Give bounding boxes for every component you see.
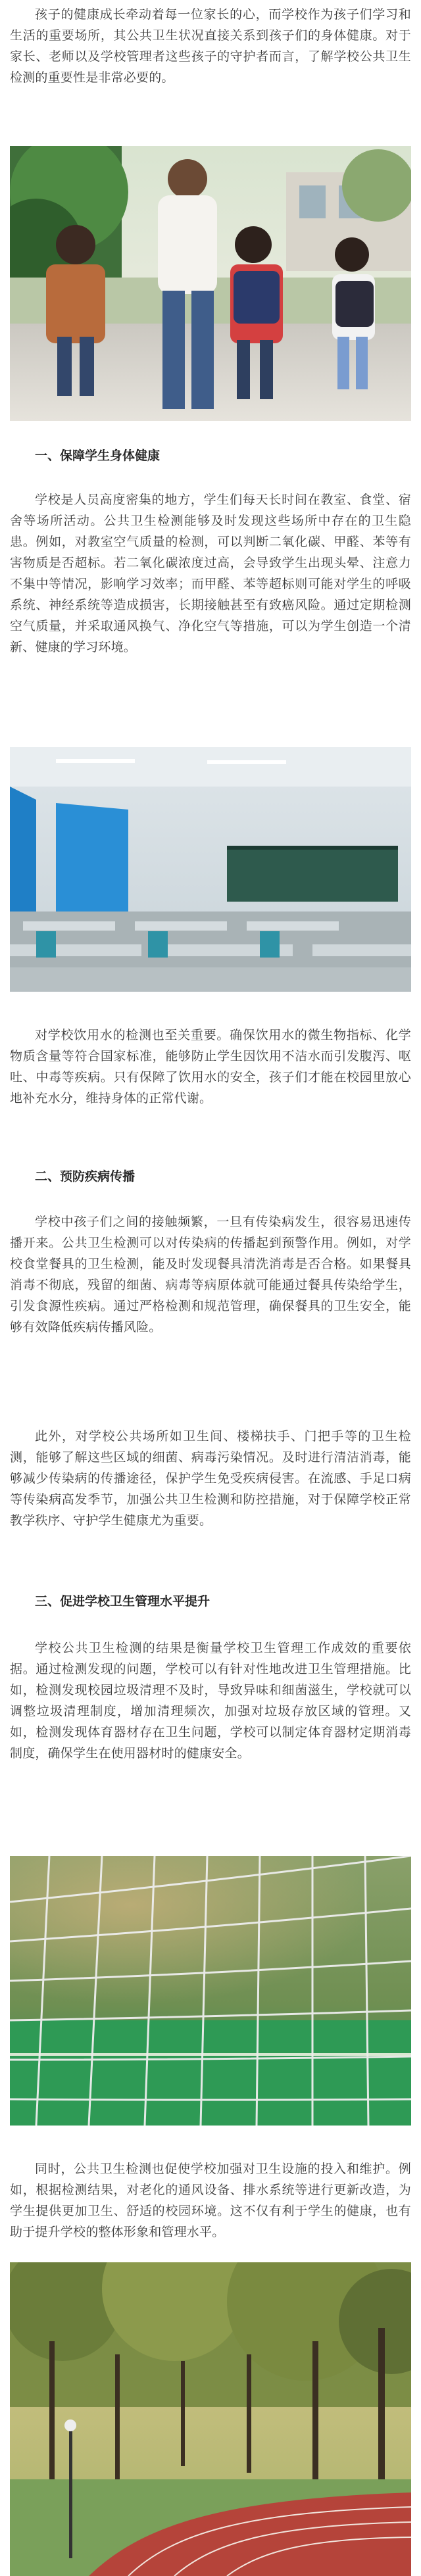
- intro-paragraph: 孩子的健康成长牵动着每一位家长的心，而学校作为孩子们学习和生活的重要场所，其公共卫生状况直接关系到孩子们的身体健康。对于家长、老师以及学校管理者这些孩子的守护者而言，了解学校公共卫生检测的重要性是非常必要的。: [10, 7, 411, 85]
- section2-paragraph-1: 学校中孩子们之间的接触频繁，一旦有传染病发生，很容易迅速传播开来。公共卫生检测可以对传染病的传播起到预警作用。例如，对学校食堂餐具的卫生检测，能及时发现餐具清洗消毒是否合格。如果餐具消毒不彻底，残留的细菌、病毒等病原体就可能通过餐具传染给学生，引发食源性疾病。通过严格检测和规范管理，确保餐具的卫生安全，能够有效降低疾病传播风险。: [10, 1215, 411, 1334]
- section1-heading: 一、保障学生身体健康: [35, 449, 161, 463]
- section1-paragraph-2: 对学校饮用水的检测也至关重要。确保饮用水的微生物指标、化学物质含量等符合国家标准，能够防止学生因饮用不洁水而引发腹泻、呕吐、中毒等疾病。只有保障了饮用水的安全，孩子们才能在校园里放心地补充水分，维持身体的正常代谢。: [10, 1028, 411, 1106]
- section3-heading: 三、促进学校卫生管理水平提升: [35, 1594, 210, 1609]
- campus-track-photo: [10, 2262, 411, 2576]
- classroom-photo: [10, 747, 411, 992]
- section3-paragraph-1: 学校公共卫生检测的结果是衡量学校卫生管理工作成效的重要依据。通过检测发现的问题，学校可以有针对性地改进卫生管理措施。比如，检测发现校园垃圾清理不及时，导致异味和细菌滋生，学校就可以调整垃圾清理制度，增加清理频次，加强对垃圾存放区域的管理。又如，检测发现体育器材存在卫生问题，学校可以制定体育器材定期消毒制度，确保学生在使用器材时的健康安全。: [10, 1641, 411, 1761]
- section3-paragraph-2: 同时，公共卫生检测也促使学校加强对卫生设施的投入和维护。例如，根据检测结果，对老化的通风设备、排水系统等进行更新改造，为学生提供更加卫生、舒适的校园环境。这不仅有利于学生的健康，也有助于提升学校的整体形象和管理水平。: [10, 2162, 411, 2239]
- sports-net-photo: [10, 1856, 411, 2126]
- section2-heading: 二、预防疾病传播: [35, 1169, 136, 1184]
- children-with-backpacks-photo: [10, 146, 411, 421]
- section1-paragraph-1: 学校是人员高度密集的地方，学生们每天长时间在教室、食堂、宿舍等场所活动。公共卫生检测能够及时发现这些场所中存在的卫生隐患。例如，对教室空气质量的检测，可以判断二氧化碳、甲醛、苯等有害物质是否超标。若二氧化碳浓度过高，会导致学生出现头晕、注意力不集中等情况，影响学习效率；而甲醛、苯等超标则可能对学生的呼吸系统、神经系统等造成损害，长期接触甚至有致癌风险。通过定期检测空气质量，并采取通风换气、净化空气等措施，可以为学生创造一个清新、健康的学习环境。: [10, 493, 411, 654]
- section2-paragraph-2: 此外，对学校公共场所如卫生间、楼梯扶手、门把手等的卫生检测，能够了解这些区域的细菌、病毒污染情况。及时进行清洁消毒，能够减少传染病的传播途径，保护学生免受疾病侵害。在流感、手足口病等传染病高发季节，加强公共卫生检测和防控措施，对于保障学校正常教学秩序、守护学生健康尤为重要。: [10, 1429, 411, 1528]
